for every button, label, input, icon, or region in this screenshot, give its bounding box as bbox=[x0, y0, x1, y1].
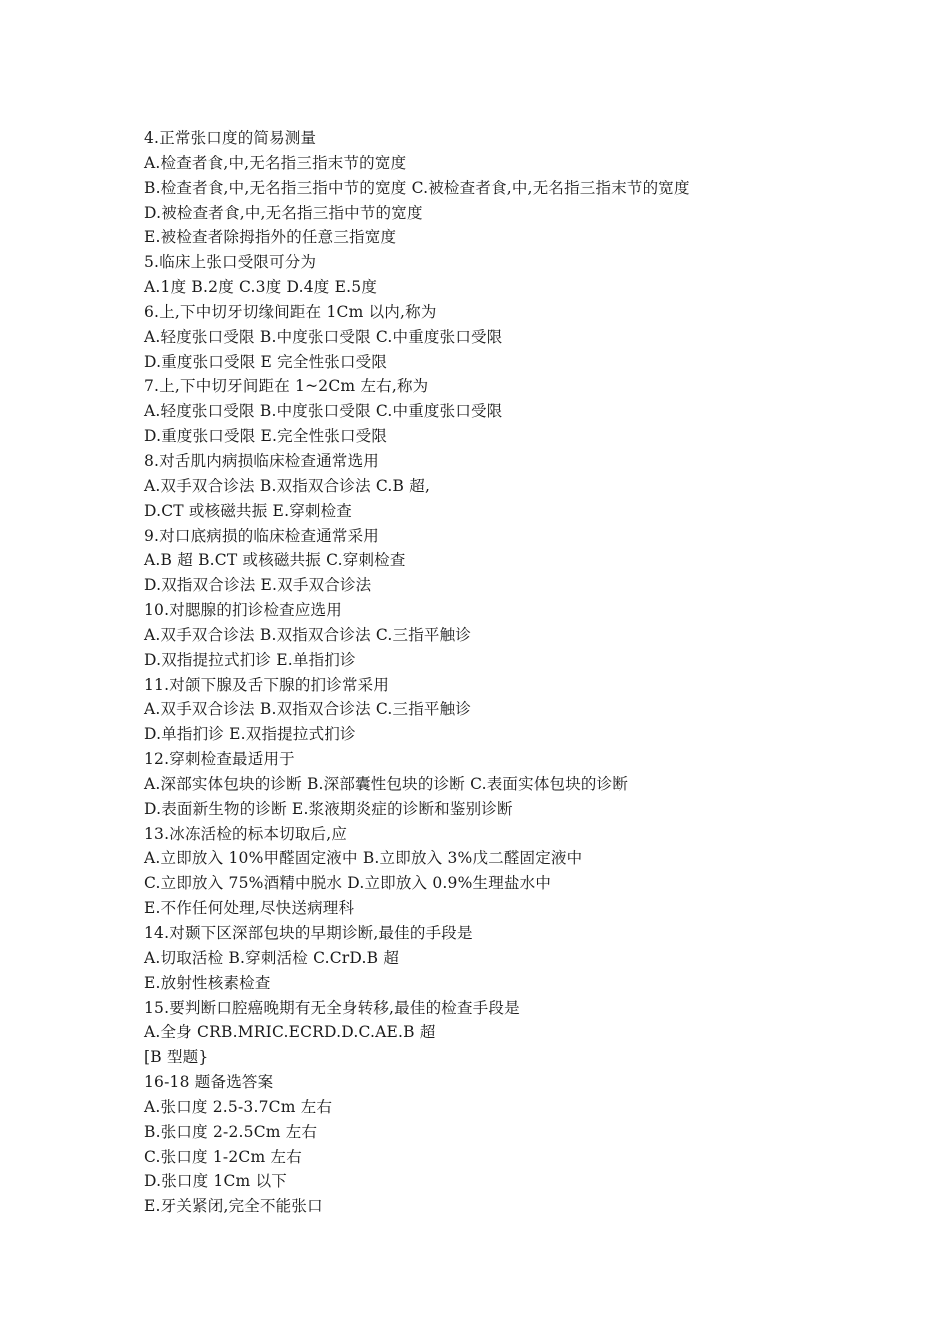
text-line: 4.正常张口度的简易测量 bbox=[144, 129, 317, 147]
text-line: D.重度张口受限 E.完全性张口受限 bbox=[144, 427, 388, 446]
text-line: A.轻度张口受限 B.中度张口受限 C.中重度张口受限 bbox=[144, 402, 503, 421]
text-line: A.切取活检 B.穿刺活检 C.CrD.B 超 bbox=[144, 948, 400, 967]
text-line: 16-18 题备选答案 bbox=[144, 1073, 274, 1092]
text-line: B.张口度 2-2.5Cm 左右 bbox=[144, 1122, 318, 1141]
text-line: 5.临床上张口受限可分为 bbox=[144, 253, 317, 272]
text-line: D.双指双合诊法 E.双手双合诊法 bbox=[144, 576, 372, 595]
text-line: C.立即放入 75%酒精中脱水 D.立即放入 0.9%生理盐水中 bbox=[144, 874, 552, 893]
text-line: C.张口度 1-2Cm 左右 bbox=[144, 1147, 302, 1166]
text-line: D.CT 或核磁共振 E.穿刺检查 bbox=[144, 501, 352, 520]
document-page bbox=[144, 126, 904, 1219]
text-line: [B 型题} bbox=[144, 1048, 209, 1067]
text-line: A.张口度 2.5-3.7Cm 左右 bbox=[144, 1097, 333, 1116]
text-line: A.立即放入 10%甲醛固定液中 B.立即放入 3%戊二醛固定液中 bbox=[144, 849, 583, 868]
text-line: 14.对颞下区深部包块的早期诊断,最佳的手段是 bbox=[144, 924, 473, 942]
text-line: A.全身 CRB.MRIC.ECRD.D.C.AE.B 超 bbox=[144, 1023, 436, 1042]
text-line: D.张口度 1Cm 以下 bbox=[144, 1172, 287, 1191]
text-line: A.1度 B.2度 C.3度 D.4度 E.5度 bbox=[144, 278, 378, 297]
text-line: E.被检查者除拇指外的任意三指宽度 bbox=[144, 228, 397, 247]
text-line: 12.穿刺检查最适用于 bbox=[144, 750, 295, 769]
text-line: E.不作任何处理,尽快送病理科 bbox=[144, 899, 355, 918]
text-line: E.牙关紧闭,完全不能张口 bbox=[144, 1197, 323, 1216]
text-line: D.双指提拉式扪诊 E.单指扪诊 bbox=[144, 650, 356, 669]
text-line: E.放射性核素检查 bbox=[144, 973, 271, 992]
text-line: A.双手双合诊法 B.双指双合诊法 C.三指平触诊 bbox=[144, 700, 472, 719]
text-line: D.单指扪诊 E.双指提拉式扪诊 bbox=[144, 725, 356, 744]
text-line: 9.对口底病损的临床检查通常采用 bbox=[144, 526, 379, 545]
text-line: B.检查者食,中,无名指三指中节的宽度 C.被检查者食,中,无名指三指末节的宽度 bbox=[144, 178, 690, 197]
text-line: A.双手双合诊法 B.双指双合诊法 C.B 超, bbox=[144, 476, 431, 495]
text-line: 7.上,下中切牙间距在 1~2Cm 左右,称为 bbox=[144, 377, 429, 396]
text-line: 11.对颌下腺及舌下腺的扪诊常采用 bbox=[144, 675, 390, 694]
text-line: A.轻度张口受限 B.中度张口受限 C.中重度张口受限 bbox=[144, 327, 503, 346]
text-line: 8.对舌肌内病损临床检查通常选用 bbox=[144, 451, 379, 470]
text-line: A.检查者食,中,无名指三指末节的宽度 bbox=[144, 153, 407, 172]
text-line: D.被检查者食,中,无名指三指中节的宽度 bbox=[144, 203, 423, 222]
text-line: D.重度张口受限 E 完全性张口受限 bbox=[144, 352, 388, 371]
text-line: 15.要判断口腔癌晚期有无全身转移,最佳的检查手段是 bbox=[144, 998, 520, 1017]
text-line: 10.对腮腺的扪诊检查应选用 bbox=[144, 601, 342, 620]
text-line: A.B 超 B.CT 或核磁共振 C.穿刺检查 bbox=[144, 551, 406, 570]
text-line: 13.冰冻活检的标本切取后,应 bbox=[144, 824, 348, 843]
text-line: 6.上,下中切牙切缘间距在 1Cm 以内,称为 bbox=[144, 302, 437, 321]
text-line: D.表面新生物的诊断 E.浆液期炎症的诊断和鉴别诊断 bbox=[144, 799, 513, 818]
text-line: A.深部实体包块的诊断 B.深部囊性包块的诊断 C.表面实体包块的诊断 bbox=[144, 774, 629, 793]
text-line: A.双手双合诊法 B.双指双合诊法 C.三指平触诊 bbox=[144, 625, 472, 644]
